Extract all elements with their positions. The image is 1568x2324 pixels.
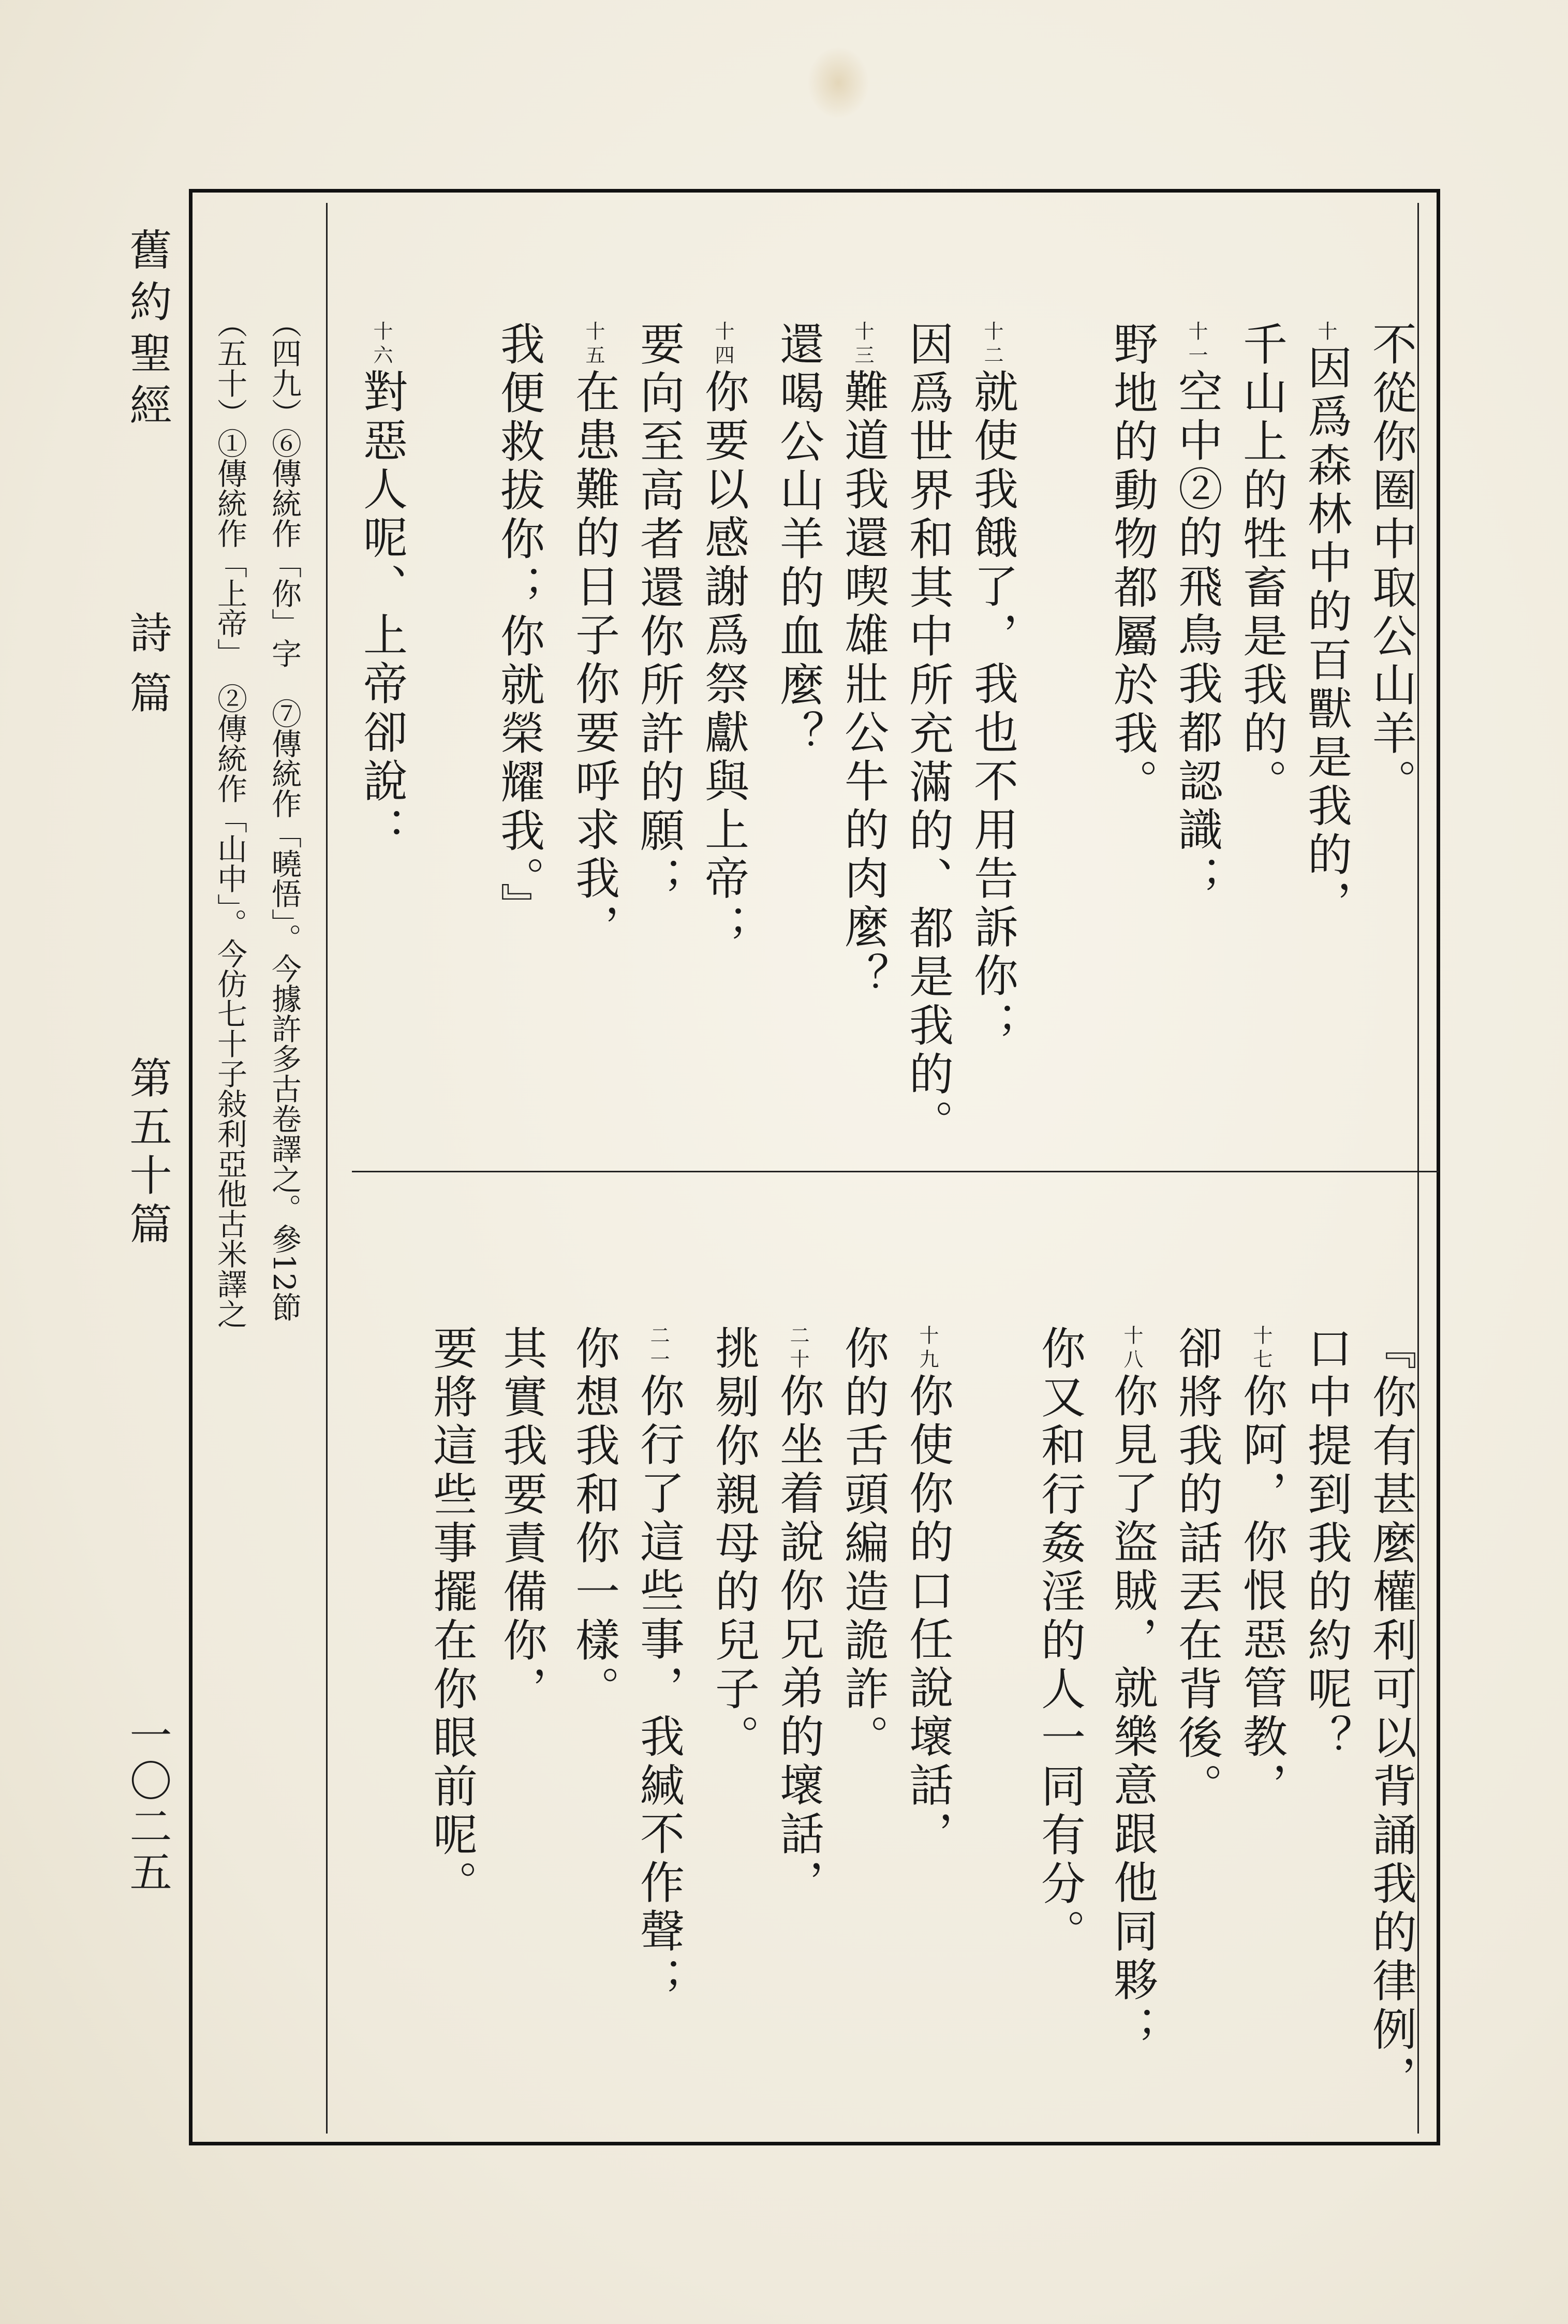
- verse-line: 十六對惡人呢、上帝卻說：: [356, 321, 407, 855]
- verse-line: 挑剔你親母的兒子。: [707, 1325, 759, 1763]
- footnote-1: （四九）⑥傳統作「你」字 ⑦傳統作「曉悟」。今據許多古卷譯之。參12節: [267, 308, 302, 1322]
- verse-line: 十九你使你的口任說壞話，: [901, 1325, 953, 1859]
- verse-line: 要將這些事擺在你眼前呢。: [425, 1325, 477, 1909]
- verse-line: 十二就使我餓了，我也不用告訴你；: [966, 321, 1018, 1050]
- page-number: 一〇二五: [123, 1713, 172, 1895]
- verse-line: 十七你阿，你恨惡管教，: [1235, 1325, 1287, 1811]
- verse-line: 你想我和你一樣。: [568, 1325, 619, 1714]
- verse-line: 要向至高者還你所許的願；: [632, 321, 684, 905]
- verse-line: 二十你坐着說你兄弟的壞話，: [772, 1325, 824, 1908]
- verse-line: 十四你要以感謝爲祭獻與上帝；: [697, 321, 749, 952]
- verse-line: 你的舌頭編造詭詐。: [837, 1325, 889, 1763]
- verse-line: 『你有甚麼權利可以背誦我的律例，: [1365, 1325, 1416, 2104]
- book-title: 舊約聖經: [123, 228, 172, 435]
- verse-line: 我便救拔你；你就榮耀我。』: [493, 321, 544, 931]
- footnote-2: （五十）①傳統作「上帝」 ②傳統作「山中」。今仿七十子敍利亞他古米譯之: [212, 308, 247, 1329]
- section-title: 詩篇: [123, 611, 172, 731]
- verse-line: 你又和行姦淫的人一同有分。: [1033, 1325, 1085, 1958]
- verse-line: 卻將我的話丟在背後。: [1171, 1325, 1222, 1812]
- verse-line: 因爲世界和其中所充滿的、都是我的。: [901, 321, 953, 1148]
- verse-line: 十一空中②的飛鳥我都認識；: [1171, 321, 1222, 904]
- verse-line: 還喝公山羊的血麼？: [772, 321, 824, 759]
- running-header: [111, 228, 172, 1895]
- verse-line: 十八你見了盜賊，就樂意跟他同夥；: [1106, 1325, 1158, 2054]
- verse-line: 口中提到我的約呢？: [1300, 1325, 1352, 1763]
- verse-line: 十五在患難的日子你要呼求我，: [568, 321, 619, 952]
- paper-stain: [807, 47, 869, 119]
- verse-line: 不從你圈中取公山羊。: [1365, 321, 1416, 807]
- verse-line: 千山上的牲畜是我的。: [1235, 321, 1287, 807]
- verse-line: 其實我要責備你，: [495, 1325, 547, 1714]
- chapter-title: 第五十篇: [123, 1056, 172, 1251]
- block-divider: [352, 1171, 1439, 1172]
- verse-line: 野地的動物都屬於我。: [1106, 321, 1158, 807]
- verse-line: 二一你行了這些事，我緘不作聲；: [632, 1325, 684, 2005]
- verse-line: 十因爲森林中的百獸是我的，: [1300, 321, 1352, 929]
- verse-line: 十三難道我還喫雄壯公牛的肉麼？: [837, 321, 889, 1001]
